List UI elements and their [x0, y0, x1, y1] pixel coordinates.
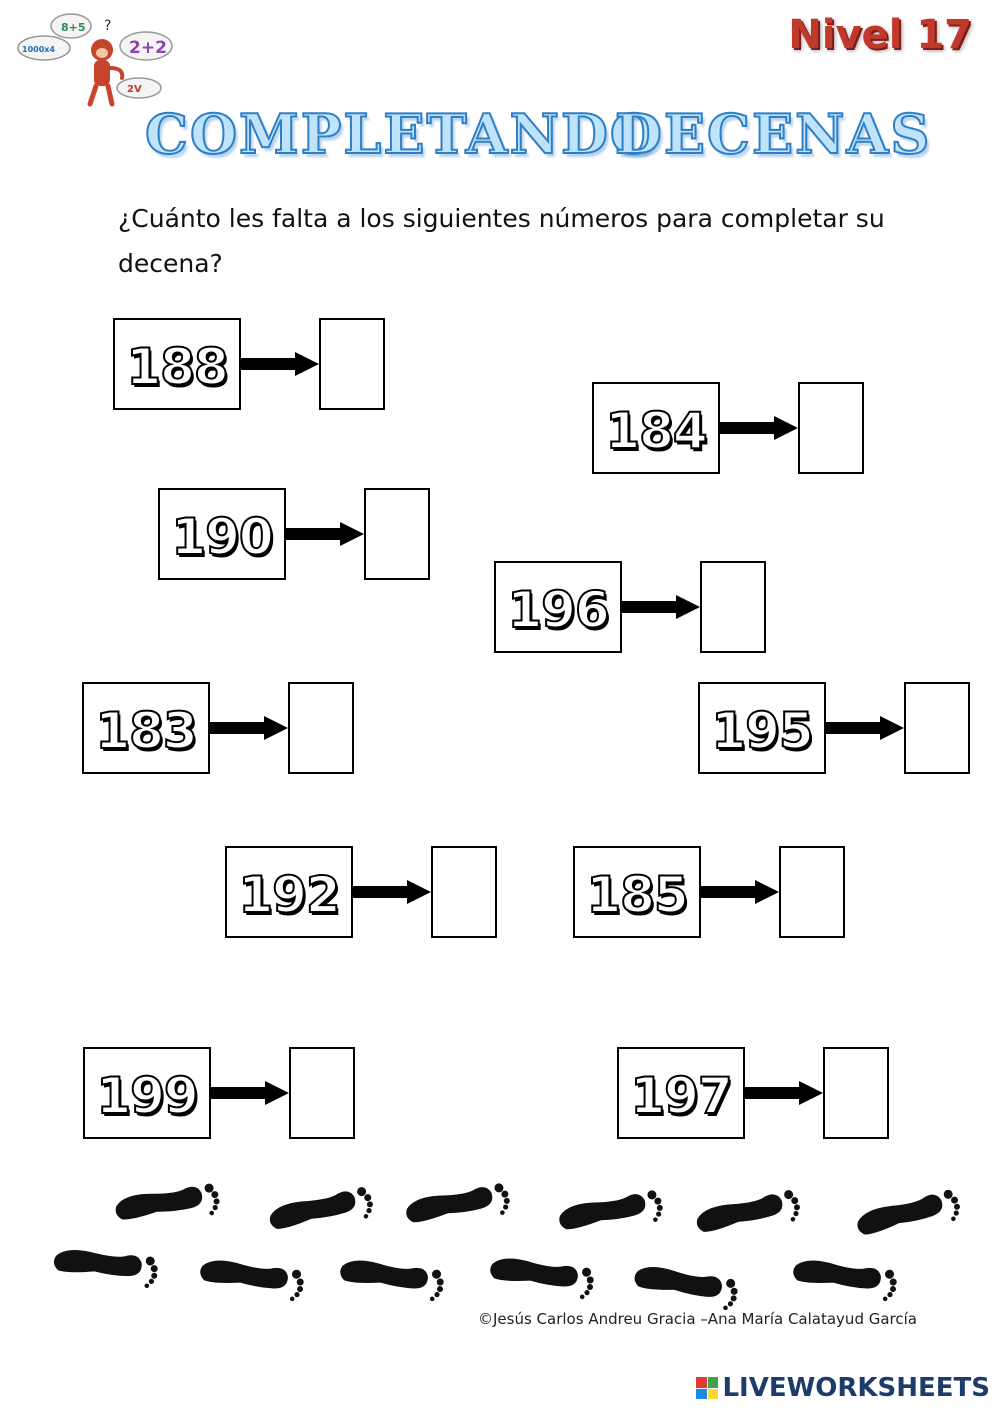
- number-value: 183: [95, 702, 197, 760]
- monkey-math-logo-icon: [14, 8, 180, 108]
- exercise-item: [592, 382, 864, 474]
- answer-input[interactable]: [798, 382, 864, 474]
- exercise-item: [225, 846, 497, 938]
- number-value: 195: [711, 702, 813, 760]
- number-value: 199: [96, 1067, 198, 1125]
- number-value: 185: [586, 866, 688, 924]
- title-part-1: COMPLETANDO: [145, 102, 659, 166]
- number-box: [494, 561, 622, 653]
- number-value: 184: [605, 402, 707, 460]
- answer-input[interactable]: [364, 488, 430, 580]
- number-box: [698, 682, 826, 774]
- number-box: [225, 846, 353, 938]
- answer-input[interactable]: [700, 561, 766, 653]
- answer-input[interactable]: [431, 846, 497, 938]
- answer-input[interactable]: [823, 1047, 889, 1139]
- exercise-item: [494, 561, 766, 653]
- arrow-right-icon: [743, 1081, 823, 1105]
- title-part-2: DECENAS: [615, 102, 932, 166]
- liveworksheets-logo-icon: [696, 1377, 718, 1399]
- exercise-item: [573, 846, 845, 938]
- arrow-right-icon: [209, 1081, 289, 1105]
- level-label: Nivel 17: [788, 12, 972, 58]
- svg-text:2V: 2V: [127, 84, 142, 95]
- svg-text:1000x4: 1000x4: [22, 45, 55, 54]
- answer-input[interactable]: [319, 318, 385, 410]
- number-value: 196: [507, 581, 609, 639]
- svg-text:?: ?: [104, 18, 112, 34]
- exercise-item: [617, 1047, 889, 1139]
- number-box: [573, 846, 701, 938]
- exercise-item: [83, 1047, 355, 1139]
- number-value: 188: [126, 338, 228, 396]
- arrow-right-icon: [351, 880, 431, 904]
- svg-text:8+5: 8+5: [61, 21, 86, 34]
- exercise-item: [82, 682, 354, 774]
- number-box: [113, 318, 241, 410]
- footprints-icon: [40, 1180, 970, 1310]
- arrow-right-icon: [239, 352, 319, 376]
- credit-text: ©Jesús Carlos Andreu Gracia –Ana María Calatayud García: [478, 1310, 917, 1328]
- instructions-text: ¿Cuánto les falta a los siguientes números para completar su decena?: [118, 204, 885, 278]
- number-box: [83, 1047, 211, 1139]
- number-value: 192: [238, 866, 340, 924]
- number-box: [82, 682, 210, 774]
- arrow-right-icon: [620, 595, 700, 619]
- exercise-item: [158, 488, 430, 580]
- brand-text: LIVEWORKSHEETS: [722, 1373, 990, 1403]
- svg-text:2+2: 2+2: [129, 38, 167, 58]
- number-box: [617, 1047, 745, 1139]
- arrow-right-icon: [699, 880, 779, 904]
- arrow-right-icon: [824, 716, 904, 740]
- arrow-right-icon: [718, 416, 798, 440]
- answer-input[interactable]: [289, 1047, 355, 1139]
- number-box: [158, 488, 286, 580]
- answer-input[interactable]: [288, 682, 354, 774]
- exercise-item: [698, 682, 970, 774]
- exercise-item: [113, 318, 385, 410]
- number-box: [592, 382, 720, 474]
- number-value: 190: [171, 508, 273, 566]
- liveworksheets-brand[interactable]: [696, 1373, 990, 1403]
- number-value: 197: [630, 1067, 732, 1125]
- arrow-right-icon: [284, 522, 364, 546]
- answer-input[interactable]: [779, 846, 845, 938]
- arrow-right-icon: [208, 716, 288, 740]
- answer-input[interactable]: [904, 682, 970, 774]
